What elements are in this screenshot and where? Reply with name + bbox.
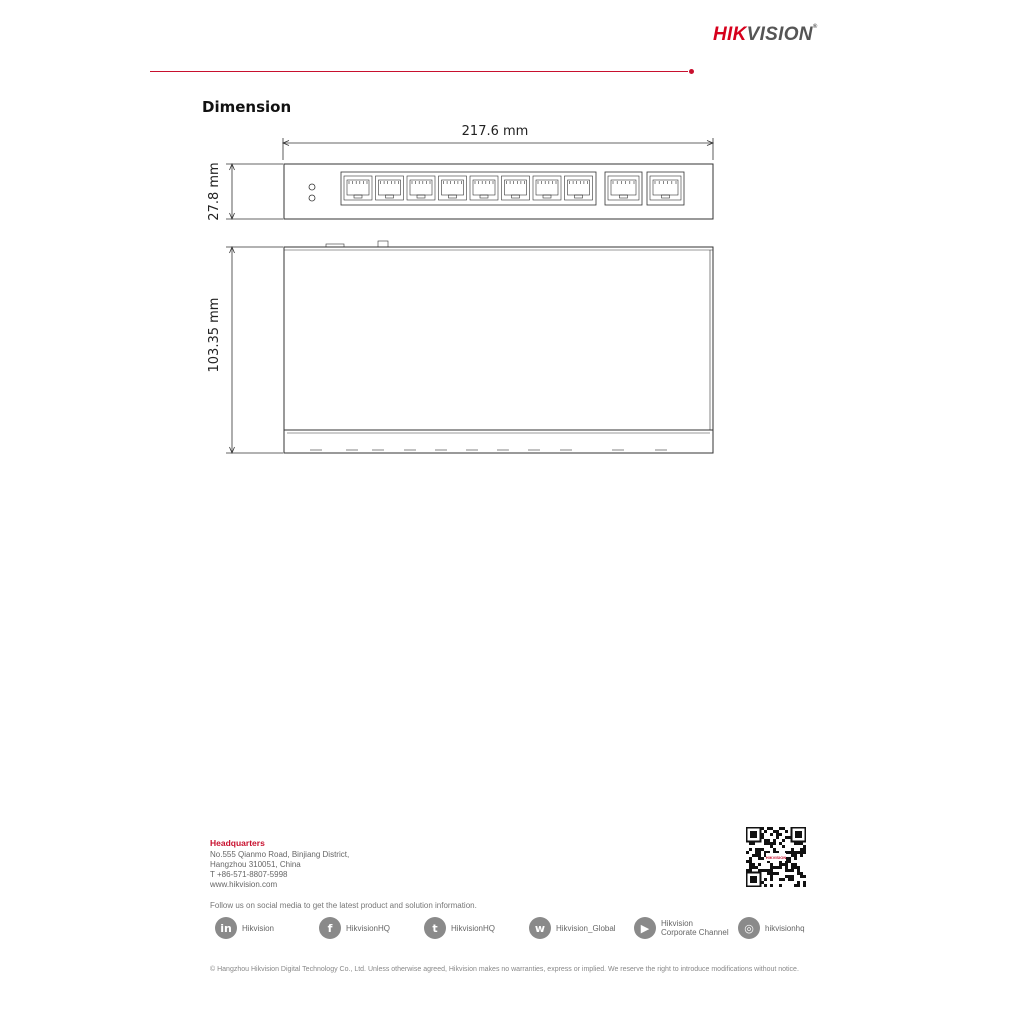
width-dimension <box>283 138 713 160</box>
front-view <box>284 164 713 219</box>
hq-address-line: Hangzhou 310051, China <box>210 860 301 869</box>
facebook-icon: f <box>319 917 341 939</box>
height-label: 27.8 mm <box>207 162 222 221</box>
social-facebook[interactable]: f HikvisionHQ <box>319 915 390 941</box>
twitter-icon: t <box>424 917 446 939</box>
social-wechat[interactable]: w Hikvision_Global <box>529 915 616 941</box>
hq-address-line: No.555 Qianmo Road, Binjiang District, <box>210 850 350 859</box>
wechat-icon: w <box>529 917 551 939</box>
top-view <box>284 241 713 453</box>
section-title: Dimension <box>202 98 292 116</box>
social-youtube[interactable]: ▶ Hikvision Corporate Channel <box>634 915 729 941</box>
linkedin-icon: in <box>215 917 237 939</box>
instagram-icon: ◎ <box>738 917 760 939</box>
youtube-icon: ▶ <box>634 917 656 939</box>
social-twitter[interactable]: t HikvisionHQ <box>424 915 495 941</box>
qr-code-icon <box>746 827 806 887</box>
height-dimension <box>226 164 283 219</box>
width-label: 217.6 mm <box>461 124 529 139</box>
hikvision-logo: HIKVISION® <box>713 24 818 45</box>
follow-text: Follow us on social media to get the latest product and solution information. <box>210 901 477 910</box>
svg-text:HIKVISION: HIKVISION <box>765 855 787 860</box>
hq-website-link[interactable]: www.hikvision.com <box>210 880 278 889</box>
social-linkedin[interactable]: in Hikvision <box>215 915 274 941</box>
hq-title: Headquarters <box>210 838 265 848</box>
hq-phone: T +86-571-8807-5998 <box>210 870 288 879</box>
social-instagram[interactable]: ◎ hikvisionhq <box>738 915 805 941</box>
depth-dimension <box>226 247 283 453</box>
depth-label: 103.35 mm <box>207 297 222 373</box>
copyright-notice: © Hangzhou Hikvision Digital Technology Co., Ltd. Unless otherwise agreed, Hikvision makes no warranties, express or implied. We reserve the right to introduce modifications without notice. <box>210 966 799 973</box>
